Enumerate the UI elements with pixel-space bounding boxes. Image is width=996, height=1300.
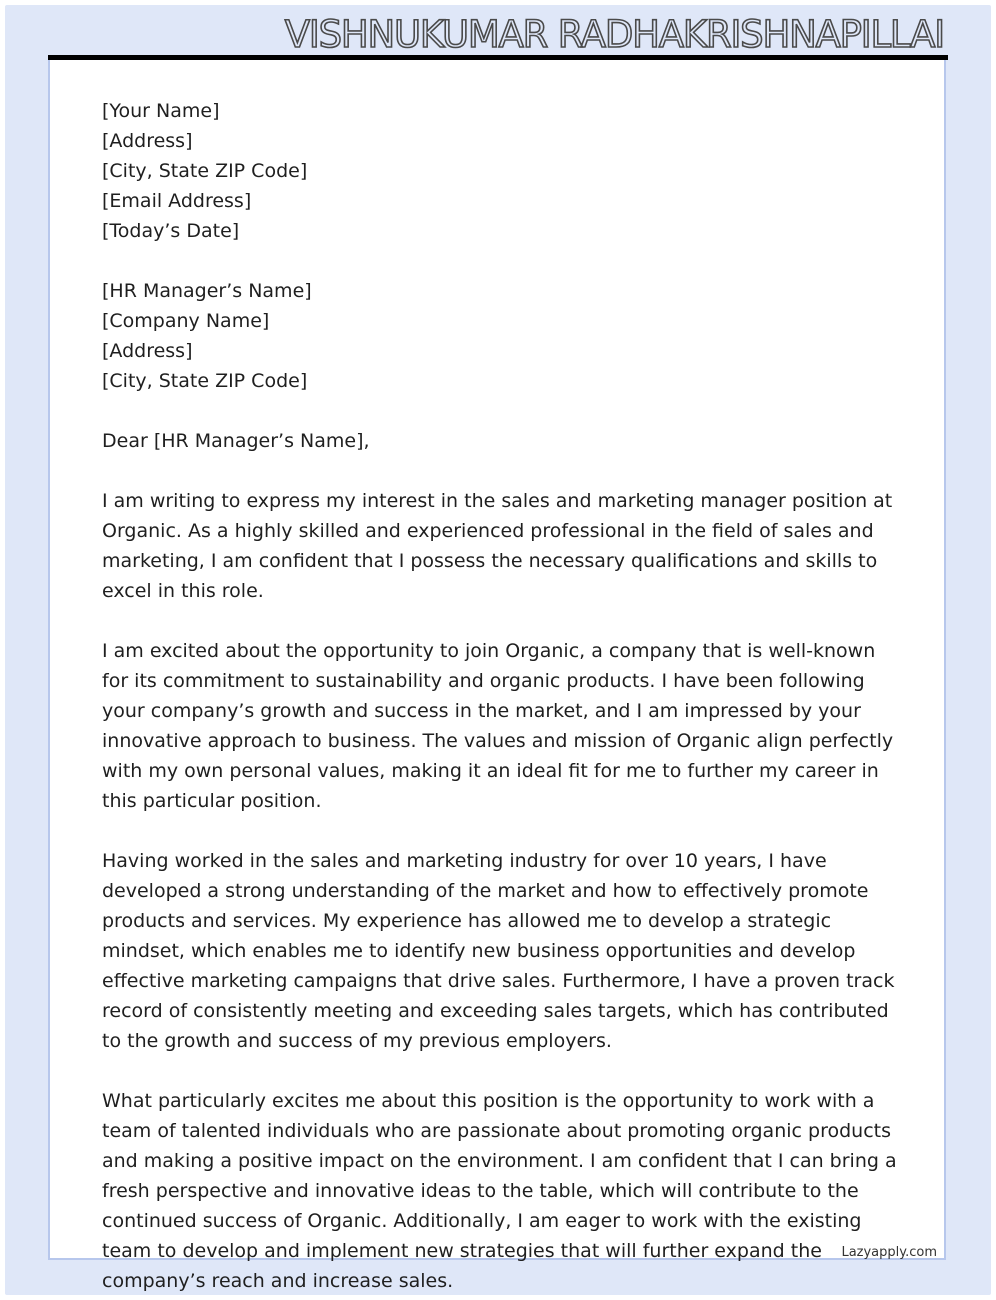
- spacer: [102, 1056, 902, 1086]
- applicant-name-heading: VISHNUKUMAR RADHAKRISHNAPILLAI: [284, 13, 944, 56]
- cover-letter-body: [102, 96, 902, 1296]
- spacer: [102, 246, 902, 276]
- sender-email: [Email Address]: [102, 190, 252, 212]
- sender-city: [City, State ZIP Code]: [102, 160, 308, 182]
- footer-brand: Lazyapply.com: [841, 1245, 937, 1260]
- recipient-city: [City, State ZIP Code]: [102, 370, 308, 392]
- spacer: [102, 456, 902, 486]
- sender-address: [Address]: [102, 130, 193, 152]
- recipient-name: [HR Manager’s Name]: [102, 280, 312, 302]
- paragraph-company-fit: I am excited about the opportunity to join Organic, a company that is well-known for its commitment to sustainability and organic products. I have been following your company’s growth and success in the market, and I am impressed by your innovative approach to business. The values and mission of Organic align perfectly with my own personal values, making it an ideal fit for me to further my career in this particular position.: [102, 640, 894, 812]
- letter-date: [Today’s Date]: [102, 220, 240, 242]
- spacer: [102, 816, 902, 846]
- paragraph-motivation: What particularly excites me about this position is the opportunity to work with a team of talented individuals who are passionate about promoting organic products and making a positive impact on the environment. I am confident that I can bring a fresh perspective and innovative ideas to the table, which will contribute to the continued success of Organic. Additionally, I am eager to work with the existing team to develop and implement new strategies that will further expand the company’s reach and increase sales.: [102, 1090, 897, 1292]
- sender-name: [Your Name]: [102, 100, 220, 122]
- recipient-address: [Address]: [102, 340, 193, 362]
- paragraph-experience: Having worked in the sales and marketing industry for over 10 years, I have developed a strong understanding of the market and how to effectively promote products and services. My experience has allowed me to develop a strategic mindset, which enables me to identify new business opportunities and develop effective marketing campaigns that drive sales. Furthermore, I have a proven track record of consistently meeting and exceeding sales targets, which has contributed to the growth and success of my previous employers.: [102, 850, 895, 1052]
- salutation: Dear [HR Manager’s Name],: [102, 430, 370, 452]
- recipient-company: [Company Name]: [102, 310, 270, 332]
- letter-page: [48, 56, 946, 1292]
- spacer: [102, 396, 902, 426]
- paragraph-intro: I am writing to express my interest in the sales and marketing manager position at Organic. As a highly skilled and experienced professional in the field of sales and marketing, I am confident that I possess the necessary qualifications and skills to excel in this role.: [102, 490, 893, 602]
- spacer: [102, 606, 902, 636]
